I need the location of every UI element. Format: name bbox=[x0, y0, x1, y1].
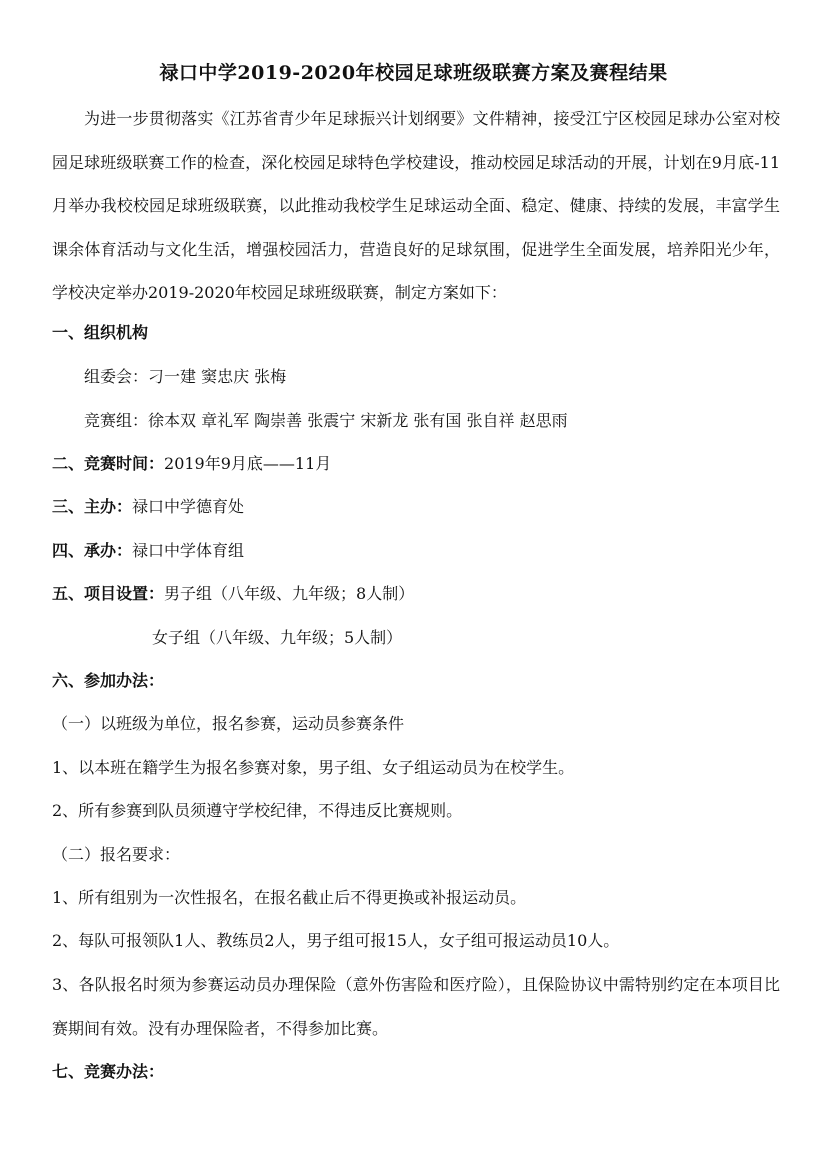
section-5-heading: 五、项目设置： bbox=[52, 584, 165, 603]
female-group: 女子组（八年级、九年级；5人制） bbox=[152, 628, 403, 647]
section-3 bbox=[52, 496, 244, 518]
section-1-heading: 一、组织机构 bbox=[52, 323, 149, 342]
list-item: 2、所有参赛到队员须遵守学校纪律，不得违反比赛规则。 bbox=[52, 801, 463, 820]
section-4-heading: 四、承办： bbox=[52, 541, 133, 560]
competition-time: 2019年9月底——11月 bbox=[164, 454, 332, 473]
section-7-heading: 七、竞赛办法： bbox=[52, 1062, 165, 1081]
intro-paragraph: 为进一步贯彻落实《江苏省青少年足球振兴计划纲要》文件精神，接受江宁区校园足球办公室对校园足球班级联赛工作的检查，深化校园足球特色学校建设，推动校园足球活动的开展，计划在9月底-11月举办我校校园足球班级联赛，以此推动我校学生足球运动全面、稳定、健康、持续的发展，丰富学生课余体育活动与文化生活，增强校园活力，营造良好的足球氛围，促进学生全面发展，培养阳光少年，学校决定举办2019-2020年校园足球班级联赛，制定方案如下： bbox=[52, 109, 780, 302]
list-item: 2、每队可报领队1人、教练员2人，男子组可报15人，女子组可报运动员10人。 bbox=[52, 931, 620, 950]
section-2-heading: 二、竞赛时间： bbox=[52, 454, 165, 473]
section-2 bbox=[52, 453, 331, 475]
host: 禄口中学德育处 bbox=[132, 497, 245, 516]
section-6-heading: 六、参加办法： bbox=[52, 671, 165, 690]
section-5 bbox=[52, 583, 414, 605]
male-group: 男子组（八年级、九年级；8人制） bbox=[164, 584, 415, 603]
organizer: 禄口中学体育组 bbox=[132, 541, 245, 560]
section-4 bbox=[52, 540, 244, 562]
list-item: 1、所有组别为一次性报名，在报名截止后不得更换或补报运动员。 bbox=[52, 888, 527, 907]
section-3-heading: 三、主办： bbox=[52, 497, 133, 516]
subsection-2: （二）报名要求： bbox=[52, 845, 181, 864]
organizing-committee: 组委会：刁一建 窦忠庆 张梅 bbox=[84, 367, 287, 386]
list-item: 3、各队报名时须为参赛运动员办理保险（意外伤害险和医疗险），且保险协议中需特别约定在本项目比赛期间有效。没有办理保险者，不得参加比赛。 bbox=[52, 975, 780, 1038]
competition-group: 竞赛组：徐本双 章礼军 陶崇善 张震宁 宋新龙 张有国 张自祥 赵思雨 bbox=[84, 411, 568, 430]
list-item: 1、以本班在籍学生为报名参赛对象，男子组、女子组运动员为在校学生。 bbox=[52, 758, 575, 777]
document-title: 禄口中学2019-2020年校园足球班级联赛方案及赛程结果 bbox=[159, 62, 668, 84]
subsection-1: （一）以班级为单位，报名参赛，运动员参赛条件 bbox=[52, 714, 405, 733]
